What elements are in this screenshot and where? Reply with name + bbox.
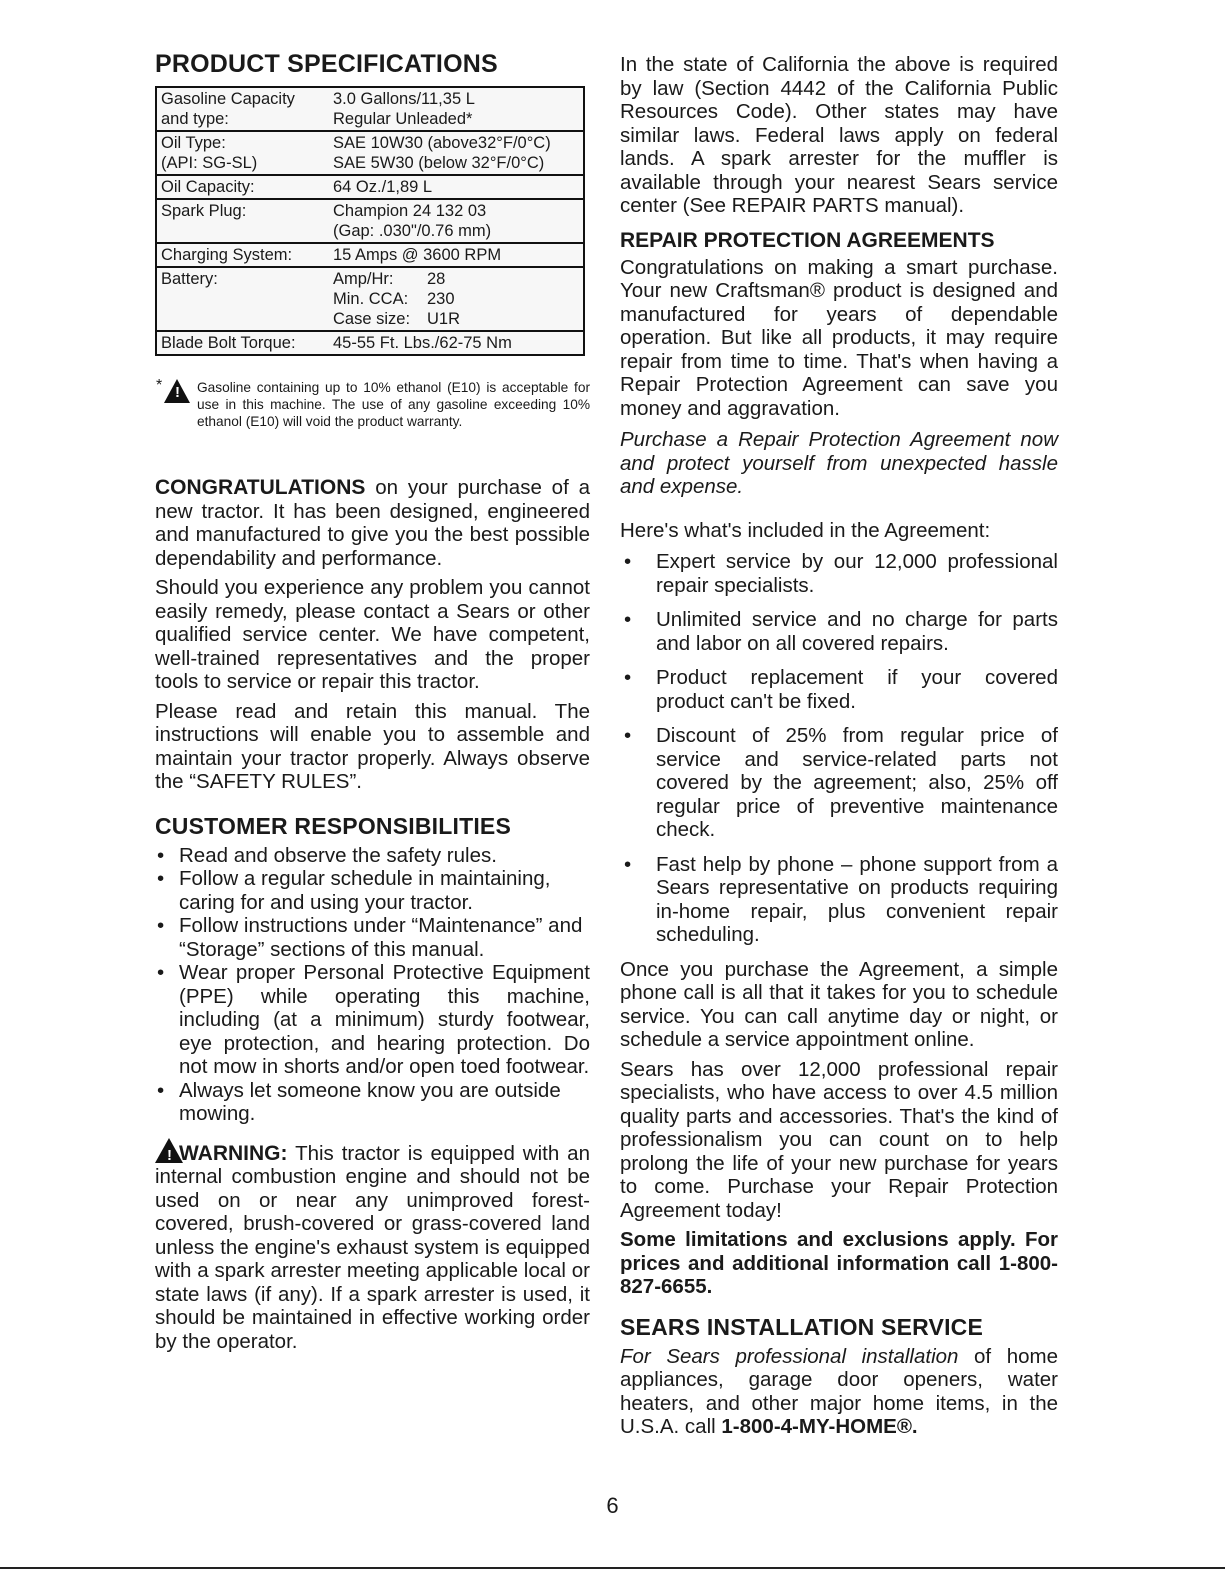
spec-row-gasoline xyxy=(157,88,583,132)
list-item-text: Follow a regular schedule in maintaining, caring for and using your tractor. xyxy=(179,867,551,914)
bullet: • xyxy=(157,1078,165,1102)
list-item-text: Expert service by our 12,000 professional repair specialists. xyxy=(656,550,1058,597)
bullet: • xyxy=(624,608,632,631)
warning-paragraph xyxy=(155,1138,590,1354)
repair-paragraph: Congratulations on making a smart purchase. Your new Craftsman® product is designed and manufactured for years of dependable operation. But like all products, it may require repair from time to time. That's when having a Repair Protection Agreement can save you money and aggravation. xyxy=(620,255,1058,420)
bullet: • xyxy=(624,852,632,876)
list-item xyxy=(155,914,590,961)
list-item-text: Read and observe the safety rules. xyxy=(179,843,497,867)
list-item-text: Wear proper Personal Protective Equipment (PPE) while operating this machine, including (at a minimum) sturdy footwear, eye protection, and hearing protection. Do not mow in shorts and/or open toed footwear. xyxy=(179,961,590,1078)
warning-icon: ! xyxy=(155,1138,183,1163)
list-item-text: Discount of 25% from regular price of service and service-related parts not covered by the agreement; also, 25% off regular price of preventive maintenance check. xyxy=(656,724,1058,841)
spec-table xyxy=(155,86,585,356)
spec-label: Gasoline Capacity xyxy=(161,90,295,108)
manual-paragraph: Please read and retain this manual. The instructions will enable you to assemble and maintain your tractor properly. Always observe the “SAFETY RULES”. xyxy=(155,699,590,793)
installation-service-heading: SEARS INSTALLATION SERVICE xyxy=(620,1313,984,1340)
list-item xyxy=(155,867,590,914)
installation-paragraph xyxy=(620,1345,1058,1439)
warning-text: This tractor is equipped with an internal combustion engine and should not be used on or near any unimproved forest-covered, brush-covered or grass-covered land unless the engine's exhaust system is equipped with a spark arrester meeting applicable local or state laws (if any). If a spark arrester is used, it should be maintained in effective working order by the operator. xyxy=(155,1141,590,1353)
bullet: • xyxy=(157,961,165,984)
bullet: • xyxy=(157,867,165,890)
spec-label: Oil Type: xyxy=(161,134,226,152)
page-number: 6 xyxy=(606,1493,619,1518)
congratulations-lead: CONGRATULATIONS xyxy=(155,476,366,499)
installation-italic: For Sears professional installation xyxy=(620,1344,959,1368)
spec-row-spark-plug xyxy=(157,200,583,244)
spec-label: Spark Plug: xyxy=(161,202,247,220)
list-item xyxy=(155,1079,590,1126)
battery-value: 28 xyxy=(427,270,446,288)
spec-value: SAE 10W30 (above32°F/0°C) xyxy=(333,134,551,152)
installation-phone: 1-800-4-MY-HOME®. xyxy=(721,1415,918,1438)
spec-label: and type: xyxy=(161,110,229,128)
spec-row-oil-type xyxy=(157,132,583,176)
bottom-rule xyxy=(0,1567,1225,1569)
spec-row-oil-capacity xyxy=(157,176,583,200)
list-item-text: Follow instructions under “Maintenance” and “Storage” sections of this manual. xyxy=(179,914,583,961)
service-paragraph: Should you experience any problem you cannot easily remedy, please contact a Sears or other qualified service center. We have competent, well-trained representatives and the proper tools to service or repair this tractor. xyxy=(155,576,590,693)
battery-key: Min. CCA: xyxy=(333,290,409,308)
list-item xyxy=(620,608,1058,655)
list-item xyxy=(620,550,1058,597)
spec-label: Blade Bolt Torque: xyxy=(161,334,296,352)
spec-value: (Gap: .030"/0.76 mm) xyxy=(333,222,492,240)
sears-specialists-paragraph: Sears has over 12,000 professional repair specialists, who have access to over 4.5 million quality parts and accessories. That's the kind of professionalism you can count on to help prolong the life of your new purchase for years to come. Purchase your Repair Protection Agreement today! xyxy=(620,1057,1058,1222)
warning-label: WARNING: xyxy=(179,1141,288,1165)
spec-label: (API: SG-SL) xyxy=(161,154,258,172)
congratulations-paragraph xyxy=(155,476,590,570)
right-column xyxy=(620,53,1058,1439)
battery-key: Case size: xyxy=(333,310,411,328)
agreement-items-list xyxy=(620,550,1058,947)
congratulations-text: on your purchase of a new tractor. It has been designed, engineered and manufactured to give you the best possible dependability and performance. xyxy=(155,476,590,570)
spec-label: Charging System: xyxy=(161,246,293,264)
included-intro: Here's what's included in the Agreement: xyxy=(620,518,991,542)
bullet: • xyxy=(624,666,632,689)
footnote-asterisk: * xyxy=(156,377,163,394)
spec-value: 3.0 Gallons/11,35 L xyxy=(333,90,475,108)
spec-value: 45-55 Ft. Lbs./62-75 Nm xyxy=(333,334,512,352)
list-item-text: Product replacement if your covered product can't be fixed. xyxy=(656,666,1058,713)
repair-protection-heading: REPAIR PROTECTION AGREEMENTS xyxy=(620,228,995,252)
ethanol-footnote xyxy=(155,379,590,430)
list-item-text: Always let someone know you are outside mowing. xyxy=(179,1078,561,1125)
once-paragraph: Once you purchase the Agreement, a simple phone call is all that it takes for you to schedule service. You can call anytime day or night, or schedule a service appointment online. xyxy=(620,957,1058,1051)
spec-value: 15 Amps @ 3600 RPM xyxy=(333,246,502,264)
customer-responsibilities-list xyxy=(155,844,590,1126)
warning-icon: ! xyxy=(164,379,190,403)
spec-label: Oil Capacity: xyxy=(161,178,255,196)
bullet: • xyxy=(157,843,165,867)
bullet: • xyxy=(157,914,165,937)
list-item xyxy=(155,961,590,1079)
california-paragraph: In the state of California the above is required by law (Section 4442 of the California Public Resources Code). Other states may have similar laws. Federal laws apply on federal lands. A spark arrester for the muffler is available through your nearest Sears service center (See REPAIR PARTS manual). xyxy=(620,53,1058,217)
spec-value: Regular Unleaded* xyxy=(333,110,473,128)
list-item xyxy=(620,724,1058,842)
battery-value: U1R xyxy=(427,310,461,328)
spec-row-battery xyxy=(157,268,583,332)
customer-responsibilities-heading: CUSTOMER RESPONSIBILITIES xyxy=(155,812,512,839)
left-column xyxy=(155,50,590,1353)
spec-value: SAE 5W30 (below 32°F/0°C) xyxy=(333,154,545,172)
limitations-paragraph: Some limitations and exclusions apply. For prices and additional information call 1-800-827-6655. xyxy=(620,1228,1058,1298)
list-item xyxy=(620,666,1058,713)
bullet: • xyxy=(624,724,632,747)
spec-row-blade-torque xyxy=(157,332,583,354)
list-item-text: Unlimited service and no charge for parts and labor on all covered repairs. xyxy=(656,608,1058,655)
list-item xyxy=(620,853,1058,947)
installation-text: of home appliances, garage door openers, water heaters, and other major home items, in the U.S.A. call xyxy=(620,1344,1058,1438)
spec-value: Champion 24 132 03 xyxy=(333,202,487,220)
repair-italic-paragraph: Purchase a Repair Protection Agreement now and protect yourself from unexpected hassle and expense. xyxy=(620,428,1058,498)
spec-value: 64 Oz./1,89 L xyxy=(333,178,433,196)
footnote-text: Gasoline containing up to 10% ethanol (E10) is acceptable for use in this machine. The use of any gasoline exceeding 10% ethanol (E10) will void the product warranty. xyxy=(197,380,590,429)
product-specifications-heading: PRODUCT SPECIFICATIONS xyxy=(155,50,498,78)
battery-key: Amp/Hr: xyxy=(333,270,394,288)
list-item xyxy=(155,844,590,868)
spec-label: Battery: xyxy=(161,270,218,288)
spec-row-charging xyxy=(157,244,583,268)
battery-value: 230 xyxy=(427,290,455,308)
list-item-text: Fast help by phone – phone support from a Sears representative on products requiring in-home repair, plus convenient repair scheduling. xyxy=(656,852,1058,946)
bullet: • xyxy=(624,550,632,573)
